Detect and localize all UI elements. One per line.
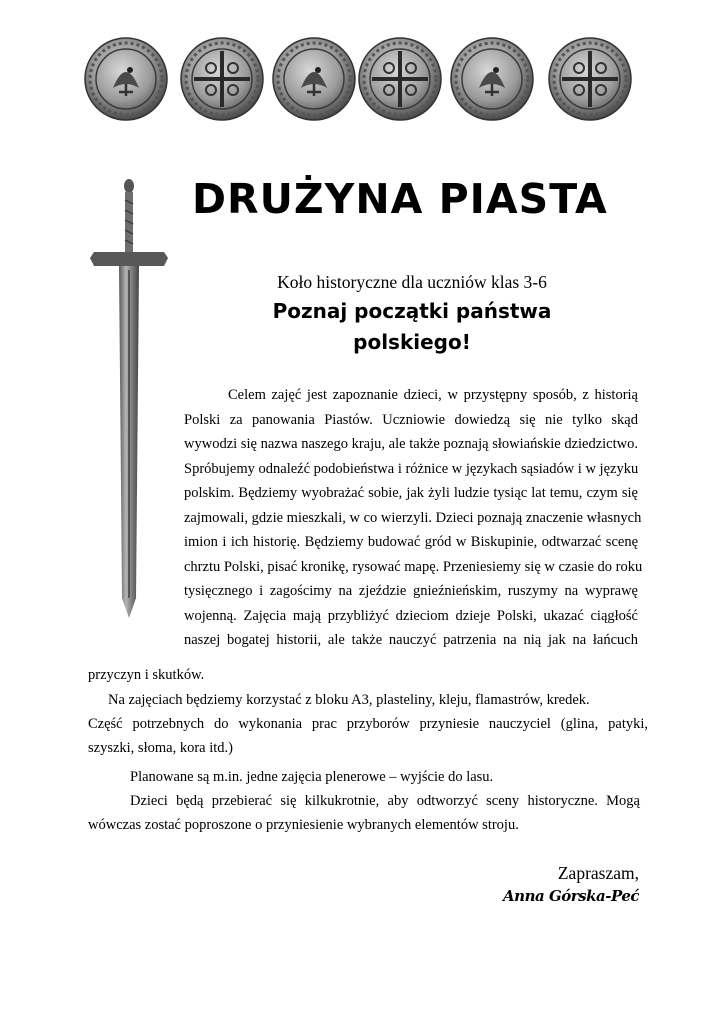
outdoor-paragraph: Planowane są m.in. jedne zajęcia plenerowe – wyjście do lasu. [130, 769, 494, 785]
paragraph-line: wojenną. Zajęcia mają przybliżyć dzieciom dzieje Polski, ukazać ciągłość [184, 607, 638, 624]
headline-line-2: polskiego! [353, 330, 471, 354]
coin-bird-icon [449, 36, 535, 122]
paragraph-line: imion i ich historię. Będziemy budować gród w Biskupinie, odtwarzać scenę [184, 534, 638, 550]
invitation-text: Zapraszam, [557, 863, 639, 883]
coin-bird-icon [271, 36, 357, 122]
paragraph-line: chrztu Polski, pisać kronikę, rysować mapę. Przeniesiemy się w czasie do roku [184, 558, 643, 575]
subtitle: Koło historyczne dla uczniów klas 3-6 [277, 272, 547, 292]
teacher-materials-line: Część potrzebnych do wykonania prac przyborów przyniesie nauczyciel (glina, patyki, [88, 716, 648, 732]
coin-bird-icon [83, 36, 169, 122]
coin-cross-icon [357, 36, 443, 122]
costume-paragraph-tail: wówczas zostać poproszone o przyniesienie wybranych elementów stroju. [88, 817, 519, 833]
teacher-materials-tail: szyszki, słoma, kora itd.) [88, 740, 233, 756]
coin-cross-icon [547, 36, 633, 122]
paragraph-line: polskim. Będziemy wyobrażać sobie, jak żyli ludzie tysiąc lat temu, czym się [184, 485, 638, 501]
paragraph-line: Spróbujemy odnaleźć podobieństwa i różnice w językach sąsiadów i w języku [184, 460, 639, 477]
intro-paragraph-tail: przyczyn i skutków. [88, 667, 205, 683]
paragraph-line: naszej bogatej historii, ale także nauczyć patrzenia na nią jak na łańcuch [184, 632, 638, 648]
paragraph-line: zajmowali, gdzie mieszkali, w co wierzyli. Dzieci poznają znaczenie własnych [184, 509, 642, 526]
intro-paragraph [184, 383, 643, 653]
sword-icon [86, 178, 172, 624]
signature: Anna Górska-Peć [503, 887, 639, 905]
paragraph-line: tysięcznego i zagościmy na zjeździe gnieźnieńskim, ruszymy na wyprawę [184, 583, 638, 599]
paragraph-line: wywodzi się nazwa naszego kraju, ale także poznają słowiańskie dziedzictwo. [184, 436, 638, 452]
coin-strip [83, 36, 663, 126]
headline-line-1: Poznaj początki państwa [272, 299, 552, 323]
paragraph-line: Celem zajęć jest zapoznanie dzieci, w przystępny sposób, z historią [228, 387, 638, 403]
costume-paragraph: Dzieci będą przebierać się kilkukrotnie, aby odtworzyć sceny historyczne. Mogą [130, 793, 640, 809]
materials-paragraph: Na zajęciach będziemy korzystać z bloku A3, plasteliny, kleju, flamastrów, kredek. [108, 692, 590, 708]
coin-cross-icon [179, 36, 265, 122]
page-title: DRUŻYNA PIASTA [192, 175, 608, 223]
paragraph-line: Polski za panowania Piastów. Uczniowie dowiedzą się nie tylko skąd [184, 411, 638, 428]
headline [192, 296, 632, 358]
